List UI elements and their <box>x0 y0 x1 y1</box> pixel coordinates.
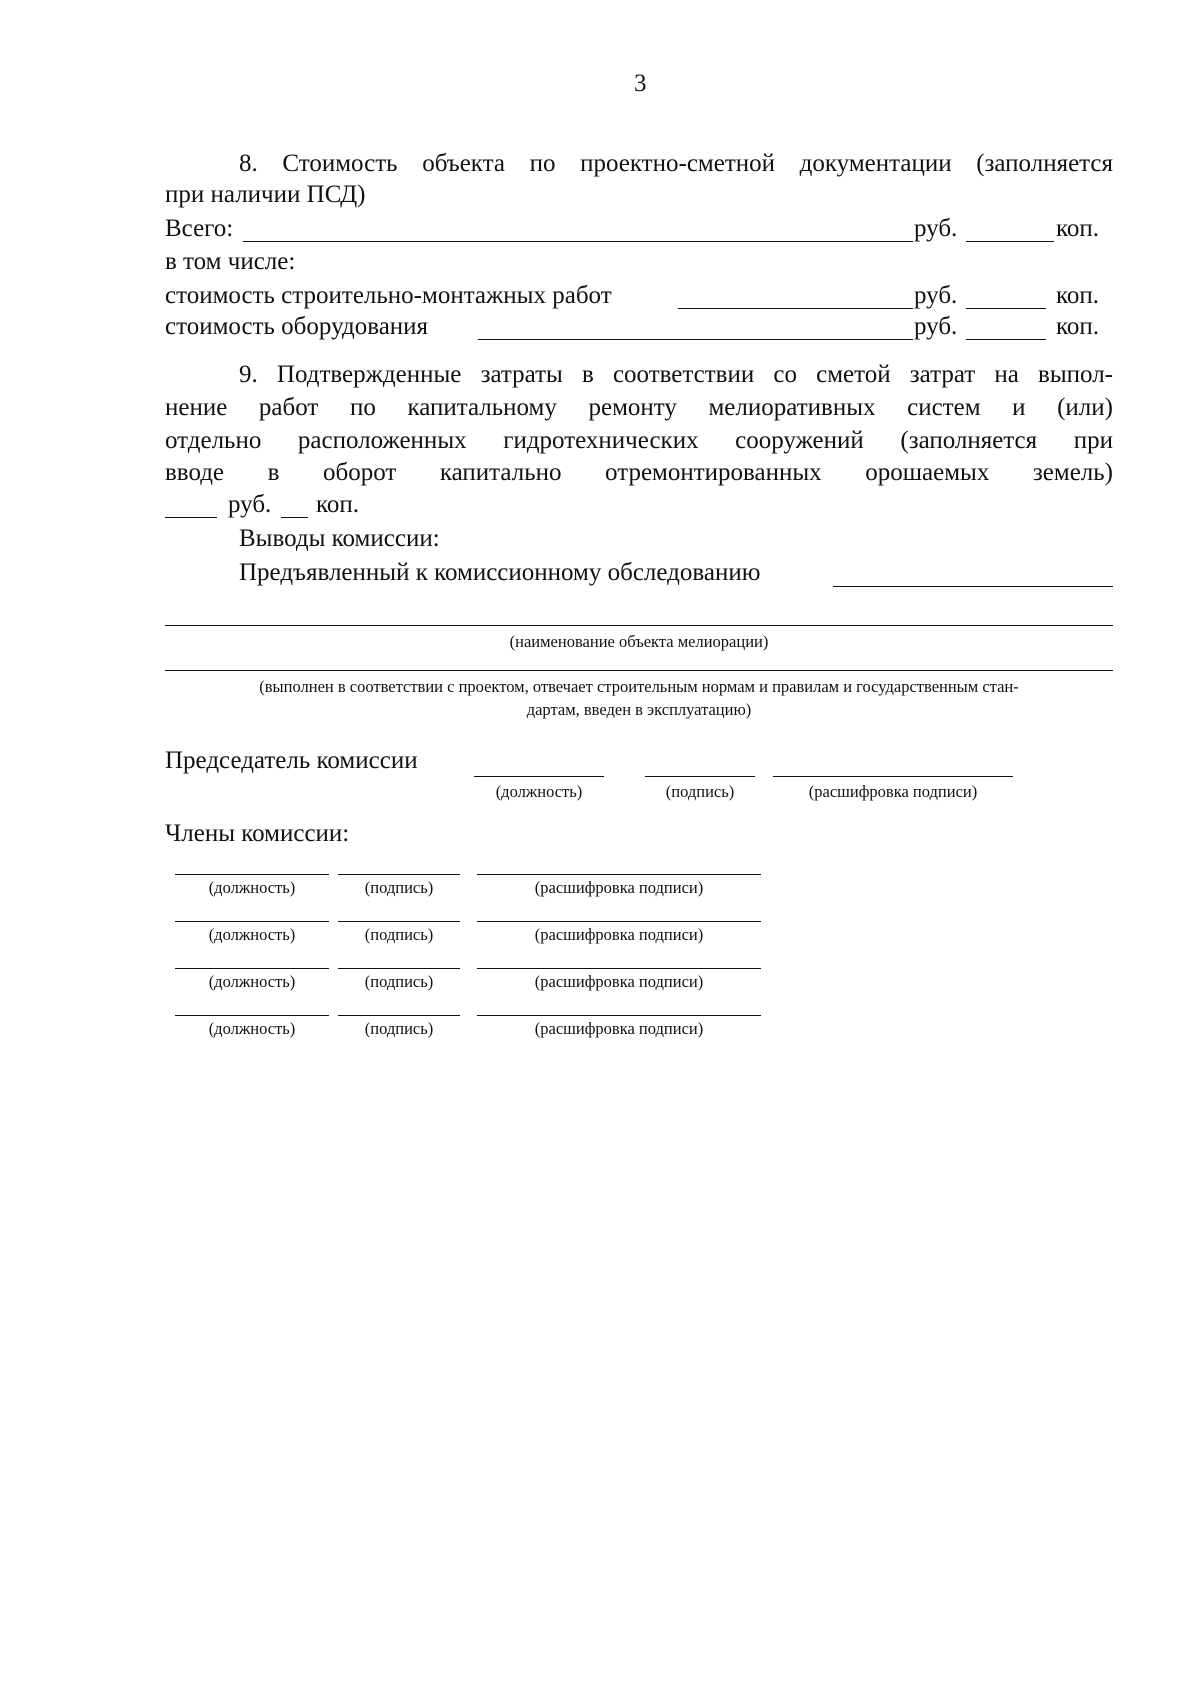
member-decoding-line <box>477 874 761 875</box>
member-position-line <box>175 1015 329 1016</box>
compliance-line <box>165 670 1113 671</box>
object-name-caption: (наименование объекта мелиорации) <box>509 632 769 651</box>
total-rub-label: руб. <box>914 215 958 242</box>
total-rub-field <box>243 241 913 242</box>
member-decoding-line <box>477 921 761 922</box>
equipment-rub-field <box>478 339 913 340</box>
member-decoding-caption: (расшифровка подписи) <box>534 878 704 897</box>
member-signature-line <box>338 968 460 969</box>
confirmed-rub-field <box>165 517 217 518</box>
member-signature-caption: (подпись) <box>364 925 434 944</box>
equipment-cost-label: стоимость оборудования <box>165 313 429 340</box>
member-position-line <box>175 874 329 875</box>
total-kop-label: коп. <box>1056 215 1100 242</box>
member-decoding-caption: (расшифровка подписи) <box>534 925 704 944</box>
compliance-caption-2: дартам, введен в эксплуатацию) <box>526 700 752 719</box>
member-signature-caption: (подпись) <box>364 972 434 991</box>
chairman-decoding-caption: (расшифровка подписи) <box>808 782 978 801</box>
page-number: 3 <box>634 70 647 97</box>
presented-label: Предъявленный к комиссионному обследованию <box>239 559 761 586</box>
section8-line2: при наличии ПСД) <box>165 181 366 208</box>
chairman-decoding-line <box>773 776 1013 777</box>
member-signature-line <box>338 921 460 922</box>
section8-line1: 8. Стоимость объекта по проектно-сметной документации (заполняется <box>239 150 1113 177</box>
chairman-label: Председатель комиссии <box>165 747 418 774</box>
equipment-kop-field <box>966 339 1046 340</box>
total-kop-field <box>966 241 1054 242</box>
confirmed-kop-field <box>281 517 308 518</box>
section9-line4: вводе в оборот капитально отремонтированных орошаемых земель) <box>165 459 1113 486</box>
section9-line3: отдельно расположенных гидротехнических сооружений (заполняется при <box>165 427 1113 454</box>
construction-kop-label: коп. <box>1056 282 1100 309</box>
member-signature-caption: (подпись) <box>364 878 434 897</box>
member-signature-line <box>338 874 460 875</box>
member-decoding-caption: (расшифровка подписи) <box>534 1019 704 1038</box>
equipment-kop-label: коп. <box>1056 313 1100 340</box>
member-signature-caption: (подпись) <box>364 1019 434 1038</box>
confirmed-rub-label: руб. <box>228 491 272 518</box>
total-label: Всего: <box>165 215 234 242</box>
members-label: Члены комиссии: <box>165 820 350 847</box>
member-signature-line <box>338 1015 460 1016</box>
presented-object-field <box>833 586 1113 587</box>
including-label: в том числе: <box>165 248 296 275</box>
construction-rub-label: руб. <box>914 282 958 309</box>
object-name-line <box>165 625 1113 626</box>
member-decoding-caption: (расшифровка подписи) <box>534 972 704 991</box>
member-position-caption: (должность) <box>208 972 296 991</box>
construction-rub-field <box>678 308 913 309</box>
chairman-position-caption: (должность) <box>495 782 583 801</box>
member-position-caption: (должность) <box>208 878 296 897</box>
section9-line2: нение работ по капитальному ремонту мелиоративных систем и (или) <box>165 394 1113 421</box>
chairman-signature-line <box>645 776 755 777</box>
member-decoding-line <box>477 968 761 969</box>
member-position-line <box>175 968 329 969</box>
member-position-line <box>175 921 329 922</box>
member-position-caption: (должность) <box>208 925 296 944</box>
conclusions-heading: Выводы комиссии: <box>239 525 440 552</box>
section9-line1: 9. Подтвержденные затраты в соответствии со сметой затрат на выпол- <box>239 361 1113 388</box>
member-decoding-line <box>477 1015 761 1016</box>
chairman-signature-caption: (подпись) <box>665 782 735 801</box>
construction-kop-field <box>966 308 1046 309</box>
confirmed-kop-label: коп. <box>316 491 360 518</box>
member-position-caption: (должность) <box>208 1019 296 1038</box>
compliance-caption-1: (выполнен в соответствии с проектом, отвечает строительным нормам и правилам и государственным стан- <box>259 677 1019 696</box>
chairman-position-line <box>474 776 604 777</box>
equipment-rub-label: руб. <box>914 313 958 340</box>
construction-cost-label: стоимость строительно-монтажных работ <box>165 282 612 309</box>
